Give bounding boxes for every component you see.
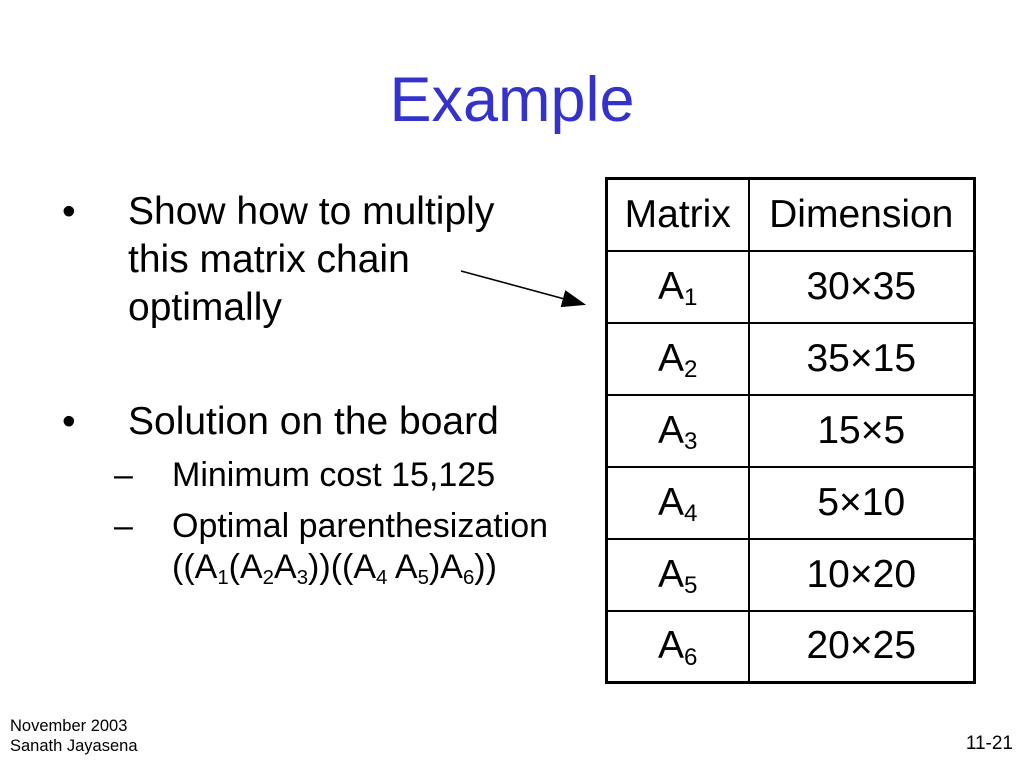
sub-bullet-minimum-cost — [112, 455, 560, 496]
footer-date: November 2003 — [10, 717, 128, 735]
matrix-name-cell: $A_5$ — [607, 539, 749, 611]
bullet-dot-icon: • — [62, 190, 76, 233]
bullet-list — [60, 188, 560, 588]
column-header-matrix: Matrix — [607, 179, 749, 251]
sub-bullet-text: Optimal parenthesization ($(A_1(A_2A_3))((A_4$ $A_5)A_6$)) — [172, 507, 549, 589]
table-row — [607, 611, 975, 683]
slide-title: Example — [389, 65, 635, 135]
matrix-name-cell: $A_1$ — [607, 251, 749, 323]
table-row — [607, 251, 975, 323]
table-row — [607, 539, 975, 611]
footer-author: Sanath Jayasena — [10, 737, 138, 755]
dash-bullet-icon: – — [114, 507, 133, 545]
footer-date-author — [10, 716, 138, 756]
bullet-text: Show how to multiply this matrix chain optimally — [128, 190, 495, 329]
bullet-text: Solution on the board — [128, 400, 499, 443]
dimension-cell: 35×15 — [749, 323, 975, 395]
table-row — [607, 395, 975, 467]
column-header-dimension: Dimension — [749, 179, 975, 251]
dimension-cell: 20×25 — [749, 611, 975, 683]
arrow-connector-icon — [450, 258, 600, 320]
matrix-name-cell: $A_6$ — [607, 611, 749, 683]
table-row — [607, 323, 975, 395]
sub-bullet-parenthesization — [112, 506, 560, 588]
dimension-cell: 30×35 — [749, 251, 975, 323]
bullet-dot-icon: • — [62, 400, 76, 443]
matrix-name-cell: $A_3$ — [607, 395, 749, 467]
matrix-name-cell: $A_2$ — [607, 323, 749, 395]
dash-bullet-icon: – — [114, 456, 133, 494]
matrix-dimension-table — [605, 177, 976, 684]
table-row — [607, 467, 975, 539]
matrix-name-cell: $A_4$ — [607, 467, 749, 539]
page-number: 11-21 — [965, 733, 1013, 754]
table-header-row — [607, 179, 975, 251]
dimension-cell: 15×5 — [749, 395, 975, 467]
dimension-cell: 10×20 — [749, 539, 975, 611]
bullet-item-solution — [60, 398, 560, 446]
sub-bullet-text: Minimum cost 15,125 — [172, 456, 496, 494]
dimension-cell: 5×10 — [749, 467, 975, 539]
